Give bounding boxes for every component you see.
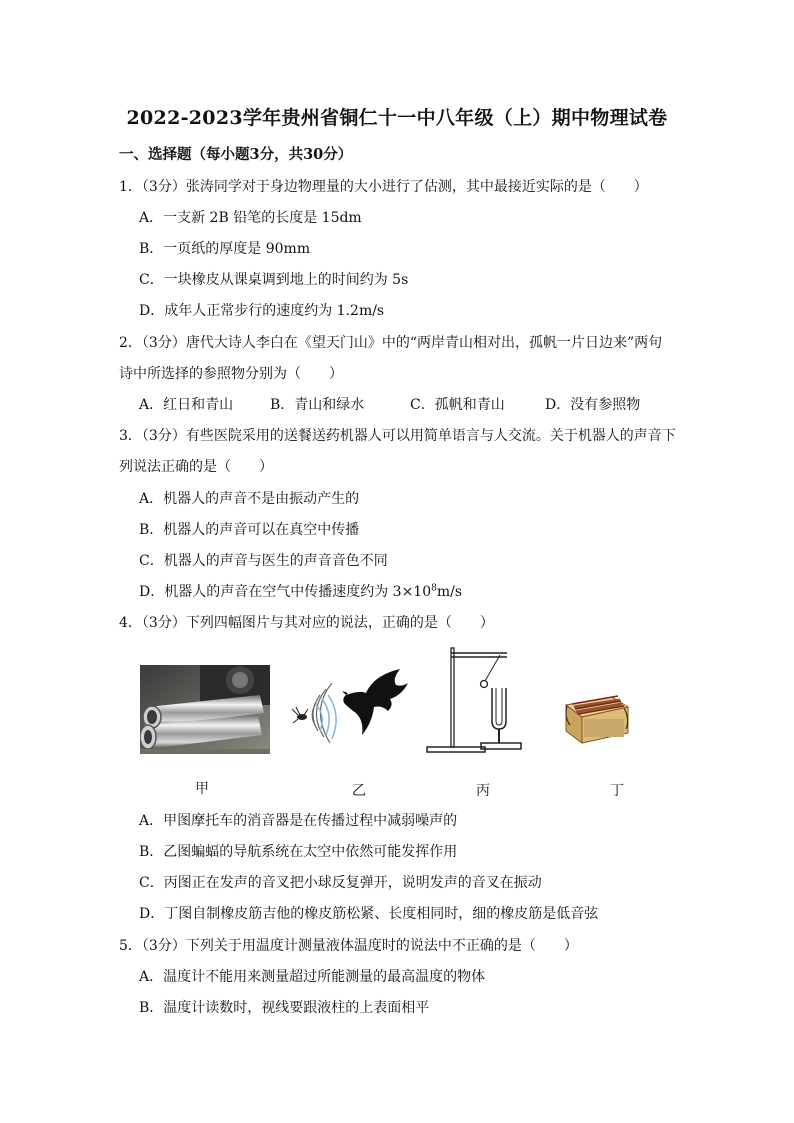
question-4-option-b[interactable]: B．乙图蝙蝠的导航系统在太空中依然可能发挥作用 [139, 844, 458, 860]
figure-caption-jia: 甲 [195, 781, 209, 797]
figure-caption-bing: 丙 [476, 783, 490, 799]
question-1-option-c[interactable]: C．一块橡皮从课桌调到地上的时间约为 5s [139, 272, 409, 288]
question-2-option-b[interactable]: B．青山和绿水 [270, 397, 365, 413]
question-2-stem-line-2: 诗中所选择的参照物分别为（ ） [119, 366, 343, 382]
exponent: 8 [431, 583, 437, 594]
question-4-stem: 4．（3分）下列四幅图片与其对应的说法，正确的是（ ） [119, 615, 494, 631]
question-4-option-d[interactable]: D．丁图自制橡皮筋吉他的橡皮筋松紧、长度相同时，细的橡皮筋是低音弦 [139, 906, 599, 922]
figure-caption-yi: 乙 [352, 783, 366, 799]
question-1-option-d[interactable]: D．成年人正常步行的速度约为 1.2m/s [139, 303, 385, 319]
question-5-option-a[interactable]: A．温度计不能用来测量超过所能测量的最高温度的物体 [139, 969, 486, 985]
question-4-option-c[interactable]: C．丙图正在发声的音叉把小球反复弹开，说明发声的音叉在振动 [139, 875, 542, 891]
question-1-option-b[interactable]: B．一页纸的厚度是 90mm [139, 241, 311, 257]
question-3-stem-line-2: 列说法正确的是（ ） [119, 459, 273, 475]
question-4-option-a[interactable]: A．甲图摩托车的消音器是在传播过程中减弱噪声的 [139, 813, 458, 829]
question-2-options [139, 394, 640, 414]
question-3-stem-line-1: 3．（3分）有些医院采用的送餐送药机器人可以用简单语言与人交流。关于机器人的声音下 [119, 428, 676, 444]
question-2-option-d[interactable]: D．没有参照物 [545, 397, 641, 413]
question-5-option-b[interactable]: B．温度计读数时，视线要跟液柱的上表面相平 [139, 1000, 430, 1016]
question-3-option-b[interactable]: B．机器人的声音可以在真空中传播 [139, 522, 360, 538]
question-2-stem-line-1: 2．（3分）唐代大诗人李白在《望天门山》中的“两岸青山相对出，孤帆一片日边来”两句 [119, 335, 663, 351]
motorcycle-muffler-image [140, 665, 270, 754]
question-3-option-a[interactable]: A．机器人的声音不是由振动产生的 [139, 491, 360, 507]
exam-title: 2022-2023学年贵州省铜仁十一中八年级（上）期中物理试卷 [126, 107, 668, 129]
tuning-fork-ball-image [425, 643, 535, 758]
figure-caption-ding: 丁 [610, 783, 624, 799]
question-2-option-c[interactable]: C．孤帆和青山 [410, 397, 505, 413]
question-3-option-d-text: D．机器人的声音在空气中传播速度约为 3×10 [139, 584, 432, 600]
question-5-stem: 5．（3分）下列关于用温度计测量液体温度时的说法中不正确的是（ ） [119, 938, 578, 954]
question-3-option-c[interactable]: C．机器人的声音与医生的声音音色不同 [139, 553, 388, 569]
unit: m/s [436, 584, 463, 600]
bat-echolocation-image [290, 665, 415, 750]
rubber-band-guitar-image [562, 685, 632, 747]
question-2-option-a[interactable]: A．红日和青山 [139, 397, 234, 413]
section-heading: 一、选择题（每小题3分，共30分） [119, 146, 353, 163]
question-1-stem: 1．（3分）张涛同学对于身边物理量的大小进行了估测，其中最接近实际的是（ ） [119, 179, 648, 195]
question-1-option-a[interactable]: A．一支新 2B 铅笔的长度是 15dm [139, 210, 362, 226]
question-3-option-d[interactable] [139, 581, 462, 601]
